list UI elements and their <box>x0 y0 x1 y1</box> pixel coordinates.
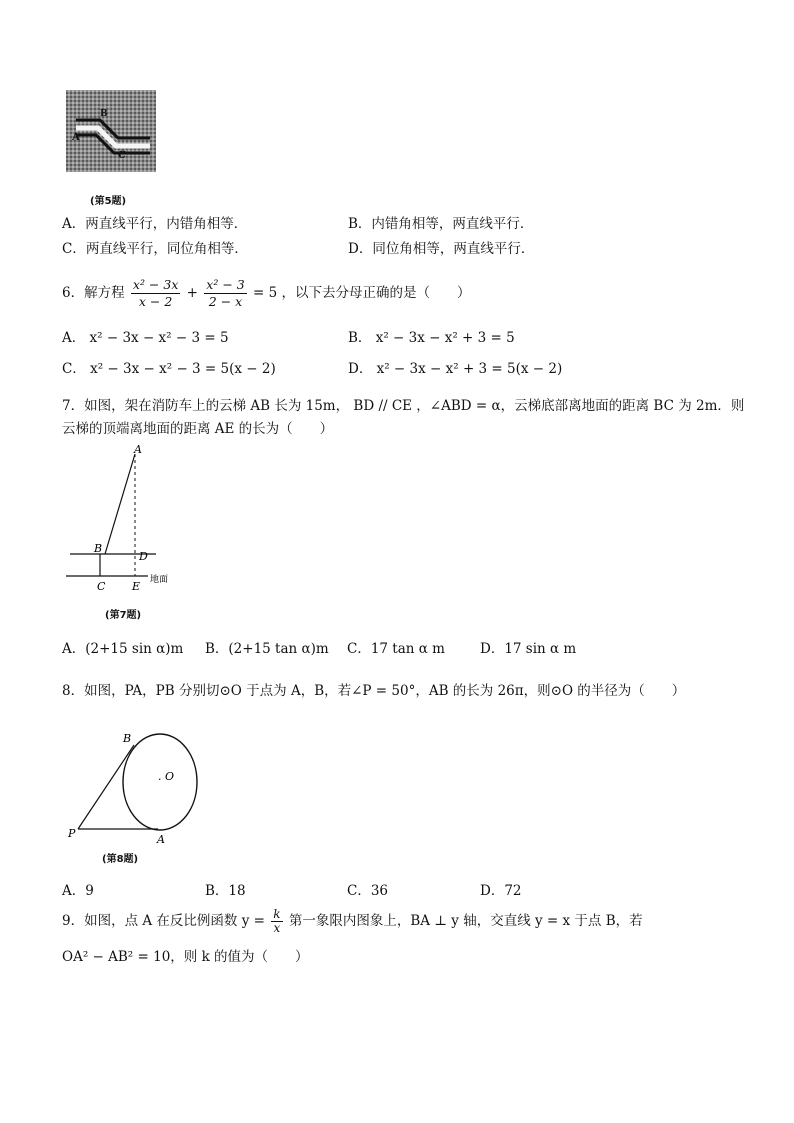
q7-option-b: B．(2+15 tan α)m <box>205 641 329 657</box>
q6-option-b: B． x² − 3x − x² + 3 = 5 <box>348 330 515 346</box>
q6-stem <box>62 275 471 311</box>
q7-label-ground: 地面 <box>150 575 169 585</box>
q9-stem-line1 <box>62 903 643 939</box>
q6-frac1-denominator: x − 2 <box>138 294 173 309</box>
q8-option-d: D．72 <box>480 883 522 899</box>
q7-stem-line1: 7．如图，架在消防车上的云梯 AB 长为 15m， BD // CE ，∠ABD = α，云梯底部离地面的距离 BC 为 2m．则 <box>62 398 745 414</box>
q6-option-d: D． x² − 3x − x² + 3 = 5(x − 2) <box>348 361 563 377</box>
q5-option-b: B．内错角相等，两直线平行． <box>348 216 534 232</box>
q7-label-c: C <box>97 580 106 593</box>
q7-option-d: D．17 sin α m <box>480 641 577 657</box>
q9-stem-line2: OA² − AB² = 10，则 k 的值为（ ） <box>62 949 309 965</box>
q9-fraction <box>271 908 282 935</box>
q5-figure-caption: (第5题) <box>90 196 127 207</box>
q5-label-c: C <box>118 150 126 161</box>
q5-option-c: C．两直线平行，同位角相等． <box>62 241 248 257</box>
q7-option-a: A．(2+15 sin α)m <box>62 641 184 657</box>
q5-label-b: B <box>100 109 108 119</box>
q7-label-b: B <box>94 542 103 555</box>
q7-option-c: C．17 tan α m <box>347 641 445 657</box>
q8-figure <box>62 725 212 850</box>
q6-fraction-2 <box>204 277 246 310</box>
q6-equals: = 5 <box>253 285 278 301</box>
q9-frac-denominator: x <box>273 921 281 935</box>
q9-frac-numerator: k <box>273 907 281 921</box>
q8-option-a: A．9 <box>62 883 94 899</box>
q8-option-b: B．18 <box>205 883 246 899</box>
q8-label-p: P <box>68 827 76 840</box>
q8-label-a: A <box>157 833 165 846</box>
q7-label-d: D <box>139 550 148 563</box>
q6-option-a: A． x² − 3x − x² − 3 = 5 <box>62 330 229 346</box>
q8-stem: 8．如图，PA，PB 分别切⊙O 于点为 A，B，若∠P = 50°，AB 的长为 26π，则⊙O 的半径为（ ） <box>62 683 686 699</box>
q7-label-e: E <box>132 580 141 593</box>
q6-fraction-1 <box>131 277 180 310</box>
q6-frac2-denominator: 2 − x <box>208 294 243 309</box>
q7-label-a: A <box>134 443 142 456</box>
q8-label-b: B <box>123 732 132 745</box>
q6-plus: + <box>186 285 198 301</box>
q5-figure <box>66 88 158 200</box>
q9-prefix: 9．如图，点 A 在反比例函数 y = <box>62 913 265 929</box>
q6-frac1-numerator: x² − 3x <box>132 277 179 292</box>
q9-suffix: 第一象限内图象上，BA ⊥ y 轴，交直线 y = x 于点 B，若 <box>288 913 643 929</box>
q5-option-d: D．同位角相等，两直线平行． <box>348 241 535 257</box>
q5-option-a: A．两直线平行，内错角相等． <box>62 216 248 232</box>
q7-ladder-diagram <box>62 440 192 625</box>
q5-label-a: A <box>72 132 80 143</box>
q6-frac2-numerator: x² − 3 <box>206 277 245 292</box>
q8-option-c: C．36 <box>347 883 389 899</box>
q7-figure-caption: (第7题) <box>105 610 142 621</box>
q8-tangent-circle-diagram <box>62 725 212 850</box>
q6-prefix: 6．解方程 <box>62 285 125 301</box>
q6-suffix: ，以下去分母正确的是（ ） <box>281 285 471 301</box>
q7-figure <box>62 440 192 625</box>
q7-stem-line2: 云梯的顶端离地面的距离 AE 的长为（ ） <box>62 421 334 437</box>
q6-option-c: C． x² − 3x − x² − 3 = 5(x − 2) <box>62 361 276 377</box>
q5-stairs-photo <box>66 88 158 200</box>
q8-label-o: . O <box>158 770 175 783</box>
q8-figure-caption: (第8题) <box>102 854 139 865</box>
